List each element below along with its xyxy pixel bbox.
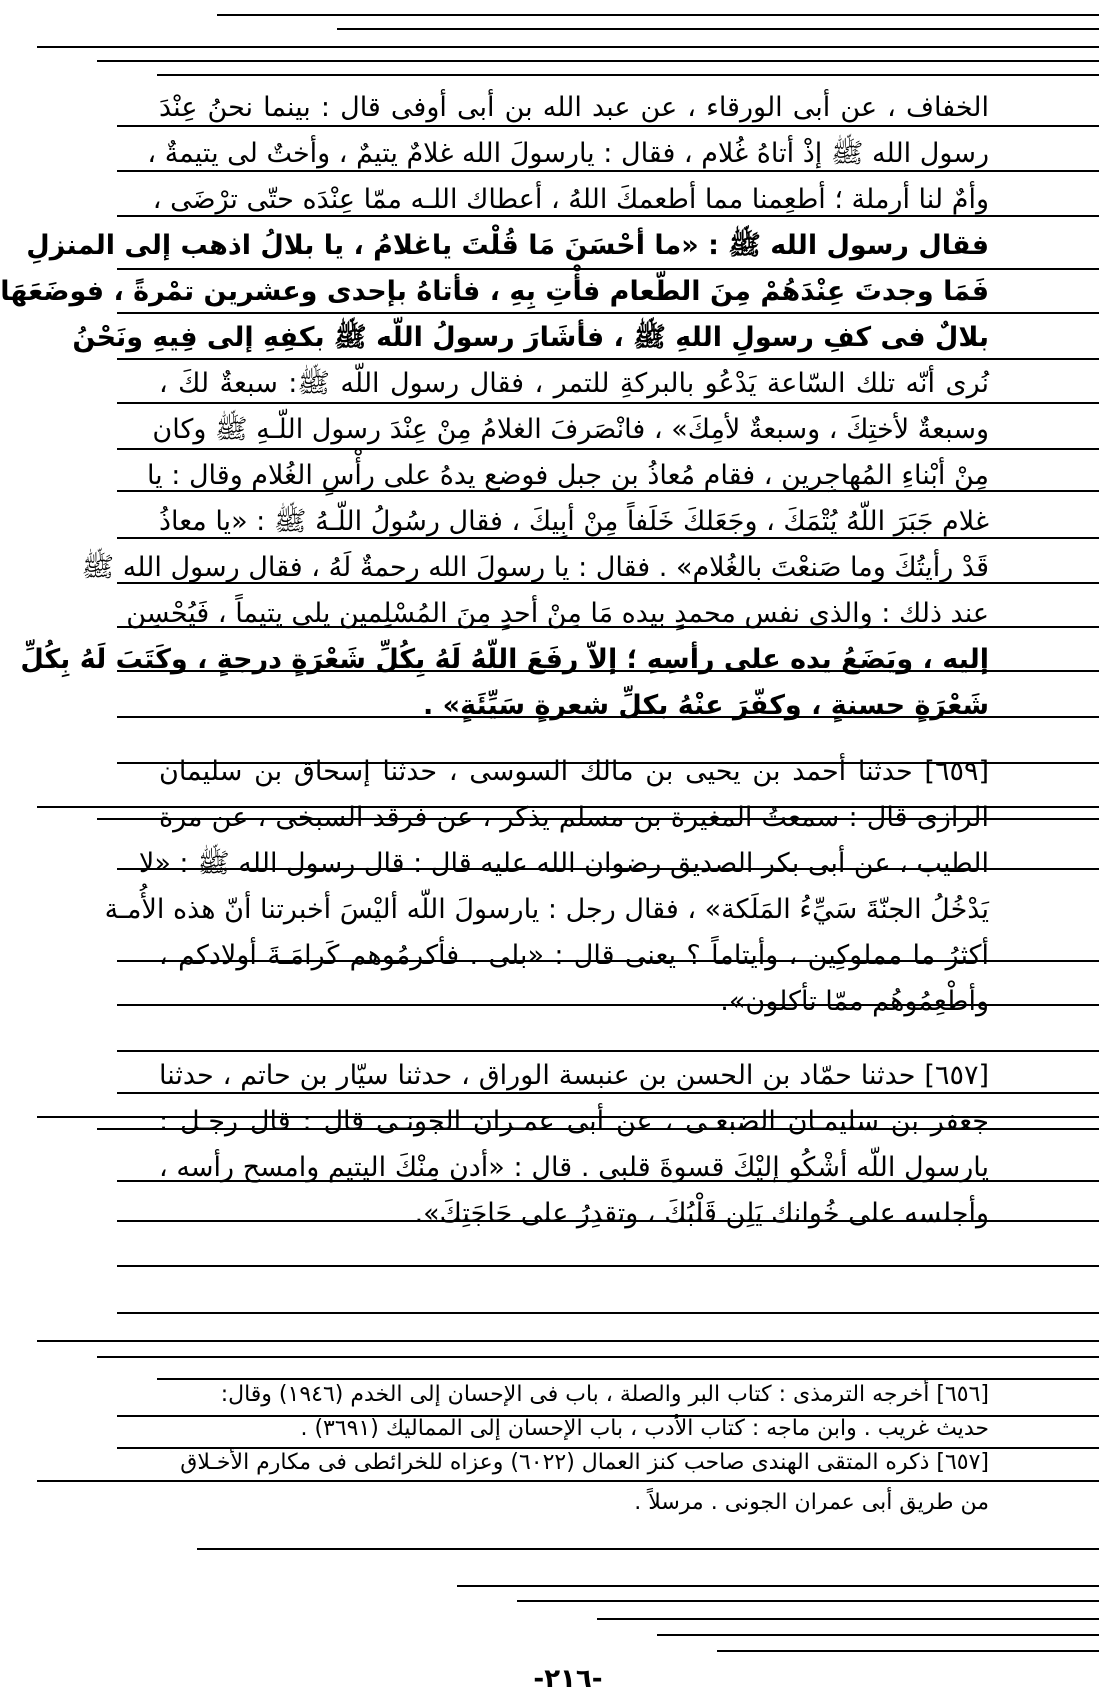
text-line: إليه ، ويَضَعُ يده على رأسِهِ ؛ إلاّ رفَعَ اللّهُ لَهُ بِكُلِّ شَعْرَةٍ درجةٍ ، وكَتَبَ لَهُ بِكُلِّ xyxy=(20,644,989,675)
footnote-line: [٦٥٦] أخرجه الترمذى : كتاب البر والصلة ، باب فى الإحسان إلى الخدم (١٩٤٦) وقال: xyxy=(220,1382,989,1407)
text-line: الخفاف ، عن أبى الورقاء ، عن عبد الله بن أبى أوفى قال : بينما نحنُ عِنْدَ xyxy=(159,92,989,123)
text-line: [٦٥٧] حدثنا حمّاد بن الحسن بن عنبسة الوراق ، حدثنا سيّار بن حاتم ، حدثنا xyxy=(159,1060,989,1091)
scan-line xyxy=(517,1600,1099,1602)
text-line: عند ذلك : والذى نفس محمدٍ بيده مَا مِنْ أحدٍ مِنَ المُسْلِمين يلى يتيماً ، فَيُحْسِن xyxy=(126,598,989,629)
text-line: أكثرُ ما مملوكِين ، وأيتاماً ؟ يعنى قال : «بلى . فأكرمُوهم كَرامَـةَ أولادكم ، xyxy=(159,940,989,971)
text-line: جعفر بن سليمـان الضبعـى ، عن أبى عمـران الجونـى قال : قال رجـل : xyxy=(159,1106,989,1137)
text-line: فَمَا وجدتَ عِنْدَهُمْ مِنَ الطّعام فأْتِ بِهِ ، فأتاهُ بإحدى وعشرين تمْرةً ، فوضَعَهَا xyxy=(0,276,989,307)
footnote-line: [٦٥٧] ذكره المتقى الهندى صاحب كنز العمال (٦٠٢٢) وعزاه للخرائطى فى مكارم الأخـلاق xyxy=(180,1450,989,1475)
text-line: الرازى قال : سمعتُ المغيرة بن مسلم يذكر ، عن فرقد السبخى ، عن مرة xyxy=(159,802,989,833)
text-line: غلام جَبَرَ اللّهُ يُتْمَكَ ، وجَعَلكَ خَلَفاً مِنْ أبِيكَ ، فقال رسُولُ اللّـهُ ﷺ : «يا معاذُ xyxy=(159,506,989,537)
text-line: مِنْ أبْناءِ المُهاجِرين ، فقام مُعاذُ بن جبل فوضع يدهُ على رأْسِ الغُلام وقال : يا xyxy=(146,460,989,491)
text-line: [٦٥٩] حدثنا أحمد بن يحيى بن مالك السوسى ، حدثنا إسحاق بن سليمان xyxy=(159,756,989,787)
text-line: نُرى أنّه تلك السّاعة يَدْعُو بالبركةِ للتمر ، فقال رسول اللّه ﷺ: سبعةٌ لكَ ، xyxy=(159,368,989,399)
text-line: بلالٌ فى كفِ رسولِ اللهِ ﷺ ، فأشَارَ رسولُ اللّه ﷺ بكفِهِ إلى فِيهِ ونَحْنُ xyxy=(72,322,989,353)
text-line: رسول الله ﷺ إذْ أتاهُ غُلام ، فقال : يارسولَ الله غلامٌ يتيمٌ ، وأختٌ لى يتيمةٌ ، xyxy=(147,138,989,169)
scan-line xyxy=(597,1618,1099,1620)
scan-line xyxy=(657,1634,1099,1636)
scan-line xyxy=(717,1650,1099,1652)
text-line: وأمٌ لنا أرملة ؛ أطعِمنا مما أطعمكَ اللهُ ، أعطاك اللـه ممّا عِنْدَه حتّى ترْضَى ، xyxy=(152,184,989,215)
footnote-line: حديث غريب . وابن ماجه : كتاب الأدب ، باب الإحسان إلى المماليك (٣٦٩١) . xyxy=(300,1416,989,1441)
text-line: وأطْعِمُوهُم ممّا تأكلون». xyxy=(720,986,989,1017)
footnote-line: من طريق أبى عمران الجونى . مرسلاً . xyxy=(634,1490,989,1515)
page-number: -٢١٦- xyxy=(533,1664,603,1694)
text-line: يارسول اللّه أشْكُو إليْكَ قسوةَ قلبى . قال : «أدن مِنْكَ اليتيم وامسح رأسه ، xyxy=(159,1152,989,1183)
text-line: يَدْخُلُ الجنّةَ سَيِّءُ المَلَكة» ، فقال رجل : يارسولَ اللّه أليْسَ أخبرتنا أنّ هذه الأُمـة xyxy=(104,894,989,925)
text-line: وأجلسه على خُوانك يَلِن قَلْبُكَ ، وتقدِرُ على حَاجَتِكَ». xyxy=(414,1198,989,1229)
text-line: فقال رسول الله ﷺ : «ما أحْسَنَ مَا قُلْتَ ياغلامُ ، يا بلالُ اذهب إلى المنزلِ xyxy=(26,230,989,261)
text-line: وسبعةٌ لأختِكَ ، وسبعةٌ لأمِكَ» ، فانْصَرفَ الغلامُ مِنْ عِنْدَ رسول اللّـهِ ﷺ وكان xyxy=(152,414,989,445)
text-line: قَدْ رأيتُكَ وما صَنعْتَ بالغُلام» . فقال : يا رسولَ الله رحمةٌ لَهُ ، فقال رسول الله ﷺ xyxy=(81,552,989,583)
text-line: شَعْرَةٍ حسنةٍ ، وكفّرَ عنْهُ بكلِّ شعرةٍ سَيِّئَةٍ» . xyxy=(423,690,989,721)
text-line: الطيب ، عن أبى بكر الصديق رضوان الله عليه قال : قال رسول الله ﷺ : «لا xyxy=(138,848,989,879)
